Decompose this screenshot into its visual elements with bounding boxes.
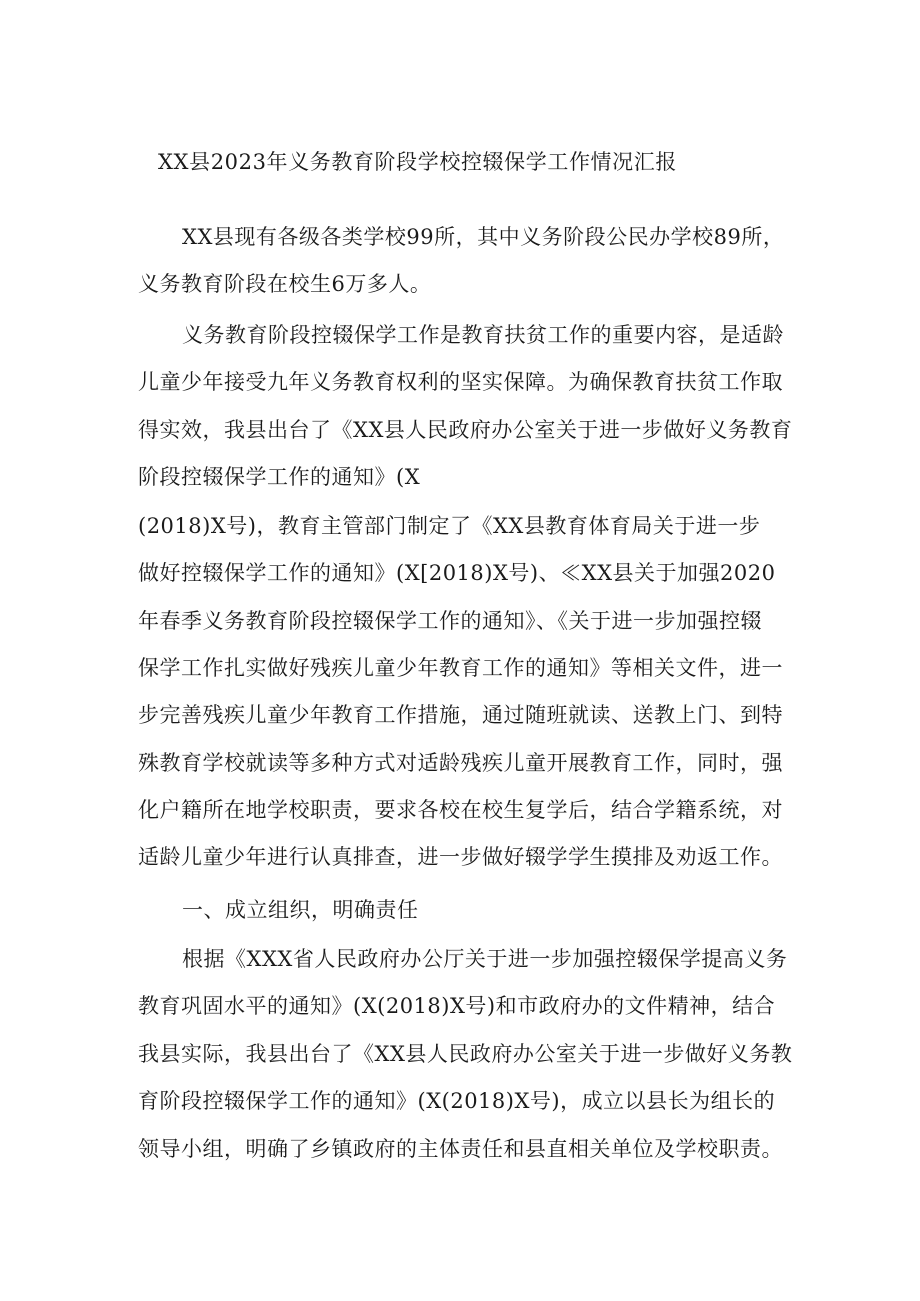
paragraph-1-line-2: 义务教育阶段在校生6万多人。	[138, 272, 432, 296]
paragraph-4-line-4: 育阶段控辍保学工作的通知》(X(2018)X号)，成立以县长为组长的	[138, 1089, 776, 1113]
document-title: XX县2023年义务教育阶段学校控辍保学工作情况汇报	[158, 150, 677, 174]
paragraph-3-line-5: 步完善残疾儿童少年教育工作措施，通过随班就读、送教上门、到特	[138, 703, 783, 727]
paragraph-3-line-6: 殊教育学校就读等多种方式对适龄残疾儿童开展教育工作，同时，强	[138, 751, 783, 775]
paragraph-3-line-7: 化户籍所在地学校职责，要求各校在校生复学后，结合学籍系统，对	[138, 798, 783, 822]
paragraph-2-line-3: 得实效，我县出台了《XX县人民政府办公室关于进一步做好义务教育	[138, 418, 793, 442]
paragraph-4-line-2: 教育巩固水平的通知》(X(2018)X号)和市政府办的文件精神，结合	[138, 994, 776, 1018]
paragraph-1-line-1: XX县现有各级各类学校99所，其中义务阶段公民办学校89所，	[182, 225, 785, 249]
paragraph-4-line-5: 领导小组，明确了乡镇政府的主体责任和县直相关单位及学校职责。	[138, 1137, 783, 1161]
paragraph-3-line-4: 保学工作扎实做好残疾儿童少年教育工作的通知》等相关文件，进一	[138, 656, 783, 680]
paragraph-3-line-1: (2018)X号)，教育主管部门制定了《XX县教育体育局关于进一步	[138, 514, 761, 538]
paragraph-3-line-8: 适龄儿童少年进行认真排查，进一步做好辍学学生摸排及劝返工作。	[138, 845, 783, 869]
paragraph-3-line-3: 年春季义务教育阶段控辍保学工作的通知》、《关于进一步加强控辍	[138, 609, 762, 633]
paragraph-3-line-2: 做好控辍保学工作的通知》(X[2018)X号)、≪XX县关于加强2020	[138, 561, 776, 585]
paragraph-2-line-1: 义务教育阶段控辍保学工作是教育扶贫工作的重要内容，是适龄	[182, 323, 784, 347]
paragraph-2-line-4: 阶段控辍保学工作的通知》(X	[138, 465, 421, 489]
paragraph-4-line-1: 根据《XXX省人民政府办公厅关于进一步加强控辍保学提高义务	[182, 947, 788, 971]
section-heading-1: 一、成立组织，明确责任	[182, 898, 419, 922]
paragraph-4-line-3: 我县实际，我县出台了《XX县人民政府办公室关于进一步做好义务教	[138, 1042, 793, 1066]
paragraph-2-line-2: 儿童少年接受九年义务教育权利的坚实保障。为确保教育扶贫工作取	[138, 370, 783, 394]
